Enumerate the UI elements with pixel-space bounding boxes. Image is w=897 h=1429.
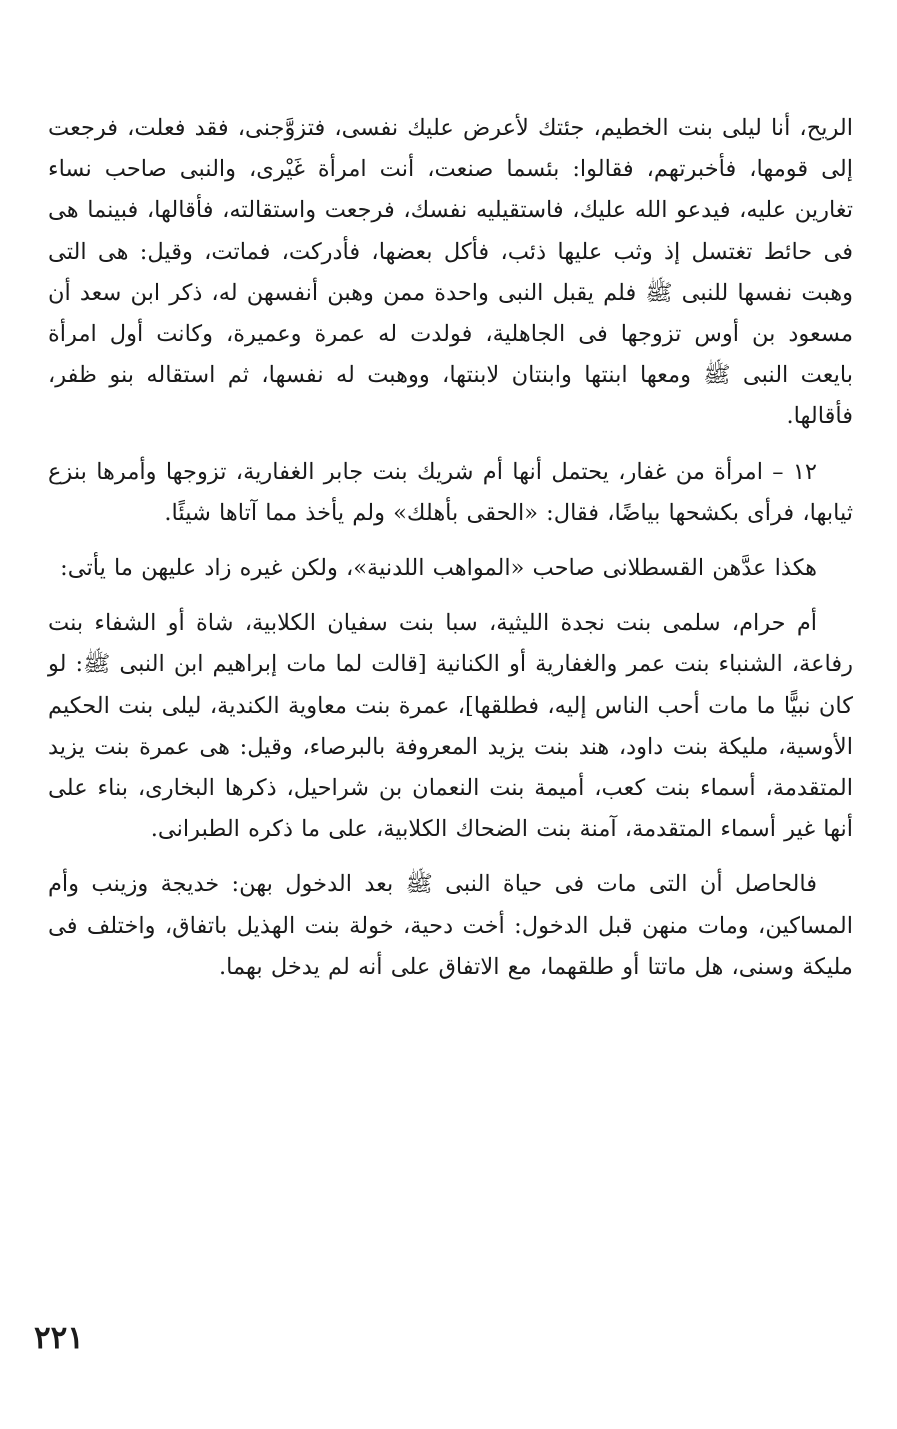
paragraph-4: أم حرام، سلمى بنت نجدة الليثية، سبا بنت سفيان الكلابية، شاة أو الشفاء بنت رفاعة، الشنباء بنت عمر والغفارية أو الكنانية [قالت لما مات إبراهيم ابن النبى ﷺ: لو كان نبيًّا ما مات أحب الناس إليه، فطلقها]، عمرة بنت معاوية الكندية، ليلى بنت الحكيم الأوسية، مليكة بنت داود، هند بنت يزيد المعروفة بالبرصاء، وقيل: هى عمرة بنت يزيد المتقدمة، أسماء بنت كعب، أميمة بنت النعمان بن شراحيل، ذكرها البخارى، بناء على أنها غير أسماء المتقدمة، آمنة بنت الضحاك الكلابية، على ما ذكره الطبرانى. (48, 610, 853, 843)
paragraph-5: فالحاصل أن التى مات فى حياة النبى ﷺ بعد الدخول بهن: خديجة وزينب وأم المساكين، ومات منهن قبل الدخول: أخت دحية، خولة بنت الهذيل باتفاق، واختلف فى مليكة وسنى، هل ماتتا أو طلقهما، مع الاتفاق على أنه لم يدخل بهما. (48, 871, 853, 980)
page-body (48, 108, 853, 1002)
paragraph-2: ١٢ – امرأة من غفار، يحتمل أنها أم شريك بنت جابر الغفارية، تزوجها وأمرها بنزع ثيابها، فرأى بكشحها بياضًا، فقال: «الحقى بأهلك» ولم يأخذ مما آتاها شيئًا. (48, 458, 853, 526)
paragraph-3: هكذا عدَّهن القسطلانى صاحب «المواهب اللدنية»، ولكن غيره زاد عليهن ما يأتى: (60, 555, 817, 582)
page-number: ٢٢١ (34, 1320, 84, 1356)
paragraph-1: الريح، أنا ليلى بنت الخطيم، جئتك لأعرض عليك نفسى، فتزوَّجنى، فقد فعلت، فرجعت إلى قومها، فأخبرتهم، فقالوا: بئسما صنعت، أنت امرأة غَيْرى، والنبى صاحب نساء تغارين عليه، فيدعو الله عليك، فاستقيليه نفسك، فرجعت واستقالته، فأقالها، فبينما هى فى حائط تغتسل إذ وثب عليها ذئب، فأكل بعضها، فأدركت، فماتت، وقيل: هى التى وهبت نفسها للنبى ﷺ فلم يقبل النبى واحدة ممن وهبن أنفسهن له، ذكر ابن سعد أن مسعود بن أوس تزوجها فى الجاهلية، فولدت له عمرة وعميرة، وكانت أول امرأة بايعت النبى ﷺ ومعها ابنتها وابنتان لابنتها، ووهبت له نفسها، ثم استقاله بنو ظفر، فأقالها. (48, 115, 853, 430)
